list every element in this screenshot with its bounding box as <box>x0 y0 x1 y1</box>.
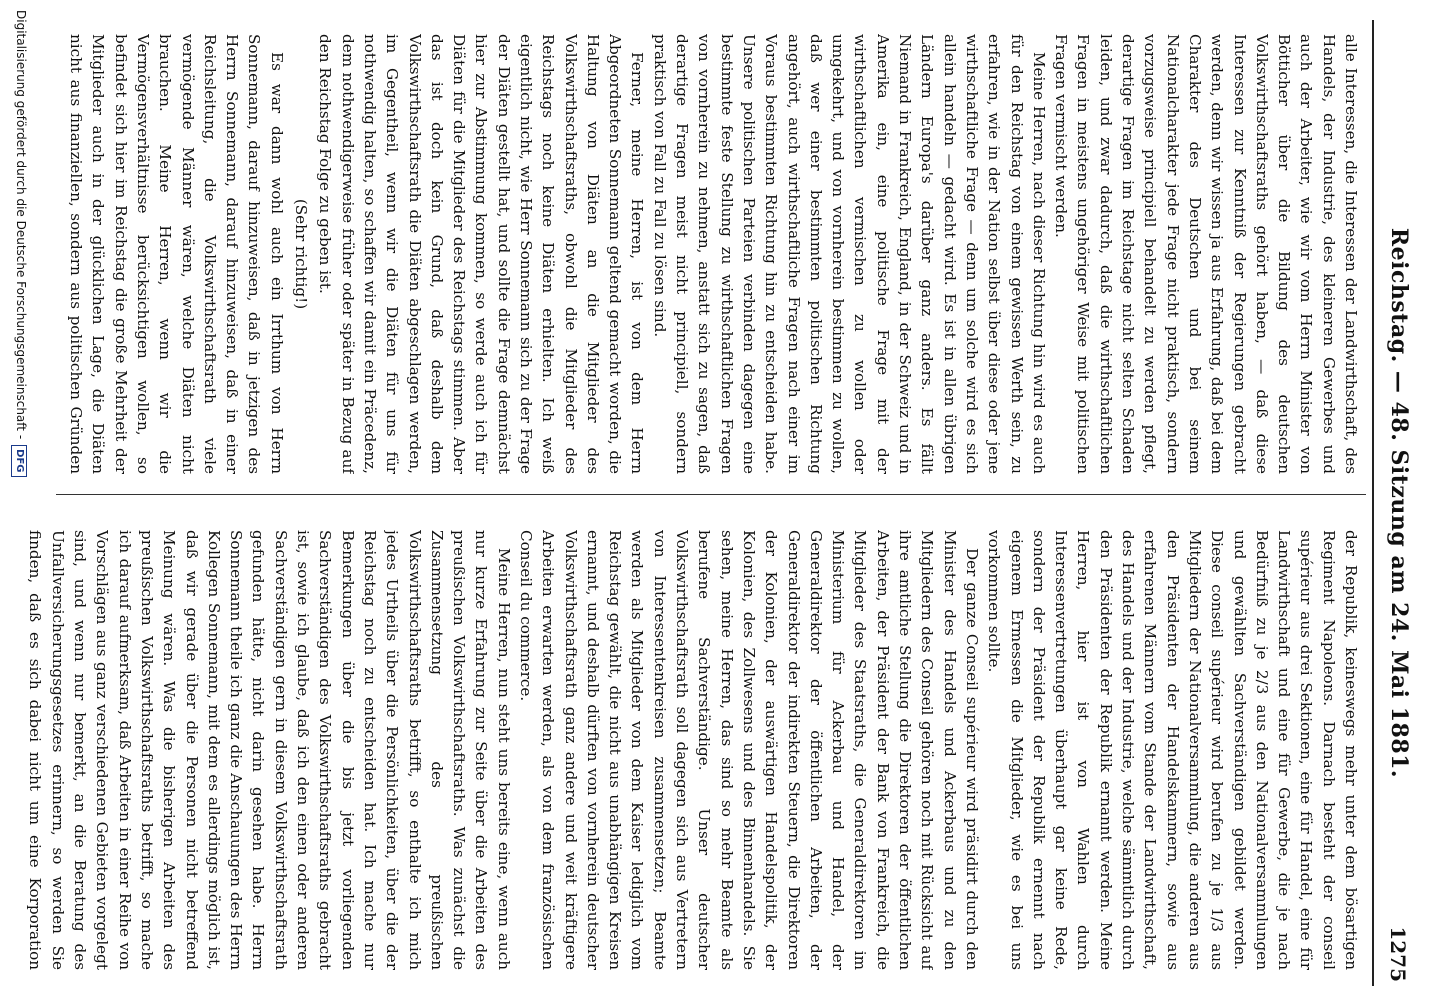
applause-note: (Sehr richtig!) <box>292 198 311 310</box>
paragraph: alle Interessen, die Interessen der Landwirthschaft, des Handels, der Industrie, des kleineren Gewerbes und auch der Arbeiter, wie wir vom Herrn Minister von Bötticher über die Bildung des deutschen Volkswirthschaftsraths gehört haben, — daß diese Interessen zur Kenntniß der Regierungen gebracht werden, denn wir wissen ja aus Erfahrung, daß bei dem Charakter des Deutschen und bei seinem Nationalcharakter jede Frage nicht praktisch, sondern vorzugsweise principiell behandelt zu werden pflegt, derartige Fragen im Reichstage nicht selten Schaden leiden, und zwar dadurch, daß die wirthschaftlichen Fragen in meistens ungehöriger Weise mit politischen Fragen vermischt werden. <box>1052 34 1360 474</box>
running-head: Reichstag. — 48. Sitzung am 24. Mai 1881. <box>1386 227 1412 779</box>
text-column-right <box>22 530 1362 970</box>
dfg-logo: DFG <box>11 445 27 476</box>
paragraph: Meine Herren, nach dieser Richtung hin wird es auch für den Reichstag von einem gewissen Werth sein, zu erfahren, wie in der Nation selbst über diese oder jene wirthschaftliche Frage — denn um solche wird es sich allein handeln — gedacht wird. Es ist in allen übrigen Ländern Europa's darüber ganz anders. Es fällt Niemand in Frankreich, England, in der Schweiz und in Amerika ein, eine politische Frage mit der wirthschaftlichen vermischen zu wollen oder umgekehrt, und von vornherein bestimmen zu wollen, daß wer einer bestimmten politischen Richtung angehört, auch wirthschaftliche Fragen nach einer im Voraus bestimmten Richtung hin zu entscheiden habe. Unsere politischen Parteien verbinden dagegen eine bestimmte feste Stellung zu wirthschaftlichen Fragen von vornherein zu nehmen, anstatt sich zu sagen, daß derartige Fragen meist nicht principiell, sondern praktisch von Fall zu Fall zu lösen sind. <box>650 34 1048 474</box>
text-column-left <box>62 34 1362 474</box>
column-divider <box>56 494 1366 495</box>
page-header <box>1372 18 1416 988</box>
paragraph: Meine Herren, nun steht uns bereits eine, wenn auch nur kurze Erfahrung zur Seite über die Arbeiten des preußischen Volkswirthschaftsraths. Was zunächst die Zusammensetzung des preußischen Volkswirthschaftsraths betrifft, so enthalte ich mich jedes Urtheils über die Persönlichkeiten, über die der Reichstag noch zu entscheiden hat. Ich mache nur Bemerkungen über die bis jetzt vorliegenden Sachverständigen des Volkswirthschaftsraths gebracht ist, sowie ich glaube, daß ich den einen oder anderen Sachverständigen gern in diesem Volkswirthschaftsrath gefunden hätte, nicht darin gesehen habe. Herrn Sonnemann theile ich ganz die Anschauungen des Herrn Kollegen Sonnemann, mit dem es allerdings möglich ist, daß wir gerade über die Personen nicht betreffend Meinung wären. Was die bisherigen Arbeiten des preußischen Volkswirthschaftsraths betrifft, so mache ich darauf aufmerksam, daß Arbeiten in einer Reihe von Vorschlägen aus ganz verschiedenen Gebieten vorgelegt sind, und wenn nur bemerkt, an die Beratung des Unfallversicherungsgesetzes erinnern, so werden Sie finden, daß es sich dabei nicht um eine Korporation <box>26 530 513 970</box>
paragraph: Der ganze Conseil supérieur wird präsidirt durch den Minister des Handels und Ackerbaus und zu den Mitgliedern des Conseil gehören noch mit Rücksicht auf ihre amtliche Stellung die Direktoren der öffentlichen Arbeiten, der Präsident der Bank von Frankreich, die Mitglieder des Staatsraths, die Generaldirektoren im Ministerium für Ackerbau und Handel, der Generaldirektor der öffentlichen Arbeiten, der Generaldirektor der indirekten Steuern, die Direktoren der Kolonien, der auswärtigen Handelspolitik, der Kolonien, des Zollwesens und des Binnenhandels. Sie sehen, meine Herren, das sind so mehr Beamte als berufene Sachverständige. Unser deutscher Volkswirthschaftsrath soll dagegen sich aus Vertretern von Interessentenkreisen zusammensetzen; Beamte werden als Mitglieder von dem Kaiser lediglich vom Reichstag gewählt, die nicht aus unabhängigen Kreisen ernannt, und deshalb dürften von vornherein deutscher Volkswirthschaftsrath ganz andere und weit kräftigere Arbeiten erwarten werden, als von dem französischen Conseil du commerce. <box>517 530 981 970</box>
page-number: 1275 <box>1386 926 1410 982</box>
header-rule <box>1372 20 1374 986</box>
paragraph: der Republik, keineswegs mehr unter dem bösartigen Regiment Napoleons. Darnach besteht der conseil supérieur aus drei Sektionen, eine für Handel, eine für Landwirthschaft und eine für Gewerbe, die je nach Bedürfniß zu je 2/3 aus den Nationalversammlungen und gewählten Sachverständigen gebildet werden. Diese conseil supérieur wird berufen zu je 1/3 aus Mitgliedern der Nationalversammlung, die anderen aus den Präsidenten der Handelskammern, sowie aus erfahrenen Männern vom Stande der Landwirthschaft, des Handels und der Industrie, welche sämmtlich durch den Präsidenten der Republik ernannt werden. Meine Herren, hier ist von Wahlen durch Interessenvertretungen überhaupt gar keine Rede, sondern der Präsident der Republik ernennt nach eigenem Ermessen die Mitglieder, wie es bei uns vorkommen sollte. <box>985 530 1360 970</box>
digitization-note: Digitalisierung gefördert durch die Deutsche Forschungsgemeinschaft - <box>14 10 28 440</box>
paragraph: Ferner, meine Herren, ist von dem Herrn Abgeordneten Sonnemann geltend gemacht worden, die Haltung von Diäten an die Mitglieder des Volkswirthschaftsraths, obwohl die Mitglieder des Reichstags noch keine Diäten erhielten. Ich weiß eigentlich nicht, wie Herr Sonnemann sich zu der Frage der Diäten gestellt hat, und sollte die Frage demnächst hier zur Abstimmung kommen, so werde auch ich für Diäten für die Mitglieder des Reichstags stimmen. Aber das ist doch kein Grund, daß deshalb dem Volkswirthschaftsrath die Diäten abgeschlagen werden, im Gegentheil, wenn wir die Diäten für uns für nothwendig halten, so schaffen wir damit ein Präcedenz, dem nothwendigerweise früher oder später in Bezug auf den Reichstag Folge zu geben ist. <box>316 34 647 474</box>
digitization-footer <box>11 10 28 477</box>
paragraph: Es war dann wohl auch ein Irrthum von Herrn Sonnemann, darauf hinzuweisen, daß in jetzigen des Herrn Sonnemann, darauf hinzuweisen, daß in einer Reichsleitung, die Volkswirthschaftsrath viele vermögende Männer wären, welche Diäten nicht brauchen. Meine Herren, wenn wir die Vermögensverhältnisse berücksichtigen wollen, so befindet sich hier im Reichstag die große Mehrheit der Mitglieder auch in der glücklichen Lage, die Diäten nicht aus finanziellen, sondern aus politischen Gründen <box>67 34 286 474</box>
